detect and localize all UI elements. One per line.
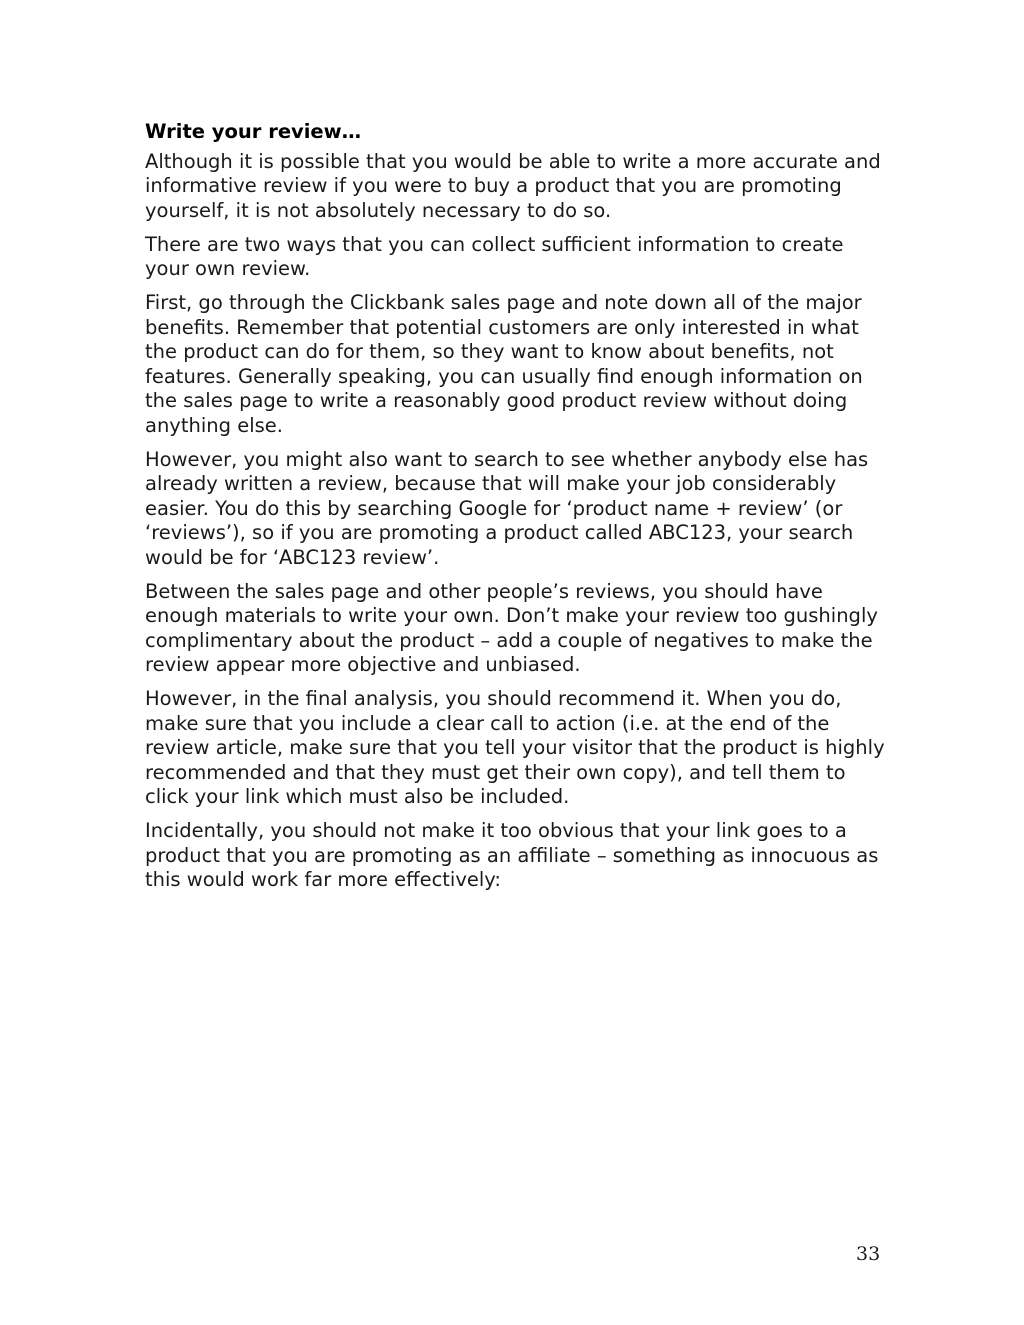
section-heading: Write your review… (145, 120, 362, 143)
page-content (145, 120, 885, 902)
paragraph-6: However, in the final analysis, you should recommend it. When you do, make sure that you include a clear call to action (i.e. at the end of the review article, make sure that you tell your visitor that the product is highly recommended and that they must get their own copy), and tell them to click your link which must also be included. (145, 687, 885, 808)
paragraph-3: First, go through the Clickbank sales page and note down all of the major benefits. Remember that potential customers are only interested in what the product can do for them, so they want to know about benefits, not features. Generally speaking, you can usually find enough information on the sales page to write a reasonably good product review without doing anything else. (145, 291, 863, 437)
paragraph-7: Incidentally, you should not make it too obvious that your link goes to a product that you are promoting as an affiliate – something as innocuous as this would work far more effectively: (145, 819, 879, 891)
paragraph-2: There are two ways that you can collect sufficient information to create your own review. (145, 232, 844, 280)
page-number: 33 (856, 1243, 881, 1265)
paragraph-4: However, you might also want to search to see whether anybody else has already written a review, because that will make your job considerably easier. You do this by searching Google for ‘product name + review’ (or ‘reviews’), so if you are promoting a product called ABC123, your search would be for ‘ABC123 review’. (145, 447, 869, 569)
paragraph-5: Between the sales page and other people’s reviews, you should have enough materials to write your own. Don’t make your review too gushingly complimentary about the product – add a couple of negatives to make the review appear more objective and unbiased. (145, 579, 878, 676)
paragraph-1: Although it is possible that you would be able to write a more accurate and informative review if you were to buy a product that you are promoting yourself, it is not absolutely necessary to do so. (145, 149, 881, 222)
